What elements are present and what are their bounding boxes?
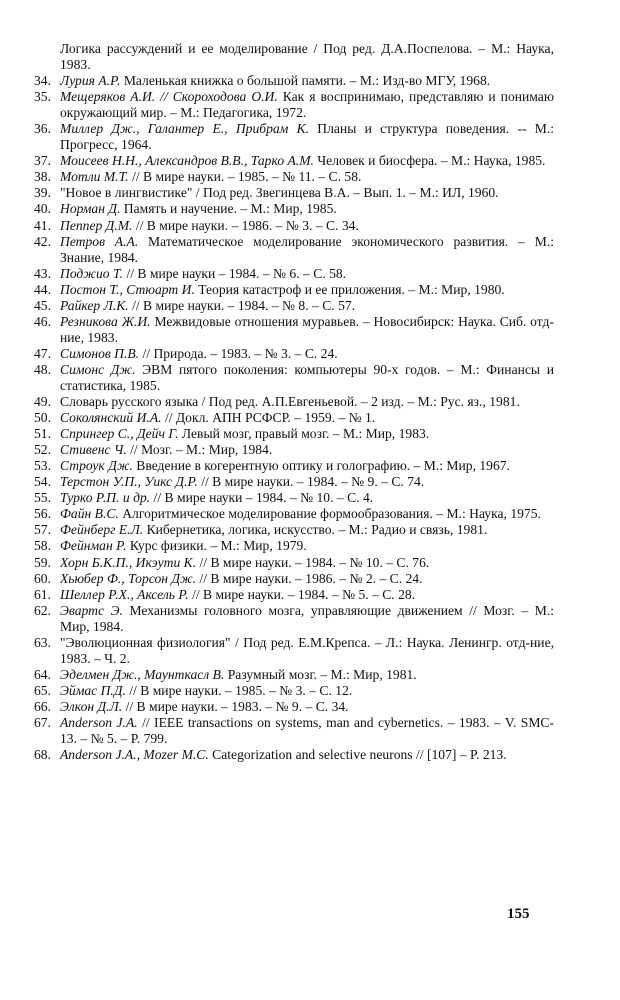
reference-item [34,426,554,442]
reference-item [34,346,554,362]
reference-item [34,699,554,715]
reference-text: // В мире науки. – 1986. – № 2. – С. 24. [196,570,423,586]
reference-item [34,442,554,458]
reference-author: Спрингер С., Дейч Г. [60,426,179,442]
reference-author: Мотли М.Т. [60,169,129,185]
reference-author: Строук Дж. [60,458,133,474]
reference-number: 40. [34,201,51,217]
reference-author: Стивенс Ч. [60,442,127,458]
reference-item [34,603,554,635]
reference-item [34,571,554,587]
reference-number: 67. [34,714,51,730]
reference-text: Математическое моделирование экономического развития. – М.: Знание, 1984. [60,233,554,265]
reference-number: 38. [34,169,51,185]
reference-list [34,41,554,763]
reference-text: // В мире науки. – 1985. – № 3. – С. 12. [125,682,353,698]
reference-text: // В мире науки – 1984. – № 10. – С. 4. [150,490,374,506]
reference-text: Словарь русского языка / Под ред. А.П.Евгеньевой. – 2 изд. – М.: Рус. яз., 1981. [60,394,520,410]
reference-text: Как я воспринимаю, представляю и понимаю окружающий мир. – М.: Педагогика, 1972. [60,89,554,121]
reference-item [34,121,554,153]
reference-item [34,635,554,667]
reference-author: Турко Р.П. и др. [60,490,151,506]
reference-author: Эймас П.Д. [60,682,126,698]
reference-author: Резникова Ж.И. [60,313,151,329]
reference-author: Anderson J.A. [60,714,138,730]
reference-number: 66. [34,698,51,714]
reference-text: // В мире науки. – 1984. – № 9. – С. 74. [197,474,425,490]
reference-author: Шеллер Р.Х., Аксель Р. [60,586,189,602]
reference-text: Теория катастроф и ее приложения. – М.: Мир, 1980. [194,281,505,297]
reference-text: // В мире науки. – 1985. – № 11. – С. 58. [128,169,362,185]
reference-author: Райкер Л.К. [60,297,129,313]
reference-number: 60. [34,570,51,586]
reference-text: Межвидовые отношения муравьев. – Новосибирск: Наука. Сиб. отд-ние, 1983. [60,313,554,345]
reference-text: // IEEE transactions on systems, man and cybernetics. – 1983. – V. SMC-13. – № 5. – P. 799. [60,714,554,747]
reference-item [34,587,554,603]
page-number: 155 [507,906,530,922]
reference-author: Лурия А.Р. [60,73,121,89]
reference-number: 58. [34,538,51,554]
reference-number: 61. [34,586,51,602]
reference-item [34,474,554,490]
reference-number: 45. [34,297,51,313]
reference-item [34,506,554,522]
reference-author: Фейнман Р. [60,538,127,554]
reference-author: Хьюбер Ф., Торсон Дж. [60,570,197,586]
reference-author: Миллер Дж., Галантер Е., Прибрам К. [60,121,310,137]
reference-text: // В мире науки. – 1983. – № 9. – С. 34. [122,698,349,714]
reference-number: 65. [34,682,51,698]
reference-item [34,73,554,89]
reference-text: // Природа. – 1983. – № 3. – С. 24. [139,345,338,361]
reference-text: Логика рассуждений и ее моделирование / Под ред. Д.А.Поспелова. – М.: Наука, 1983. [60,41,554,73]
reference-item [34,522,554,538]
reference-number: 59. [34,554,51,570]
reference-item [34,314,554,346]
reference-item [34,234,554,266]
reference-author: Норман Д. [60,201,121,217]
reference-author: Поджио Т. [60,265,124,281]
reference-text: // Мозг. – М.: Мир, 1984. [126,442,273,458]
reference-item [34,266,554,282]
reference-number: 55. [34,490,51,506]
reference-number: 57. [34,522,51,538]
reference-number: 53. [34,458,51,474]
reference-item [34,490,554,506]
reference-item [34,683,554,699]
reference-number: 35. [34,89,51,105]
reference-author: Фейнберг Е.Л. [60,522,144,538]
reference-author: Эделмен Дж., Маунткасл В. [60,666,225,682]
reference-item [34,667,554,683]
reference-text: // В мире науки. – 1984. – № 5. – С. 28. [188,586,416,602]
reference-number: 39. [34,185,51,201]
reference-text: Механизмы головного мозга, управляющие движением // Мозг. – М.: Мир, 1984. [60,602,554,634]
reference-text: Categorization and selective neurons // [107] – P. 213. [208,747,507,763]
reference-item [34,153,554,169]
reference-item [34,298,554,314]
reference-number: 43. [34,265,51,281]
reference-text: ЭВМ пятого поколения: компьютеры 90-х годов. – М.: Финансы и статистика, 1985. [60,361,554,393]
reference-text: Память и научение. – М.: Мир, 1985. [120,201,337,217]
reference-text: Маленькая книжка о большой памяти. – М.: Изд-во МГУ, 1968. [120,73,491,89]
reference-text: // В мире науки – 1984. – № 6. – С. 58. [123,265,347,281]
reference-text: Курс физики. – М.: Мир, 1979. [126,538,307,554]
reference-number: 51. [34,426,51,442]
reference-number: 36. [34,121,51,137]
reference-number: 47. [34,345,51,361]
reference-number: 48. [34,361,51,377]
reference-author: Элкон Д.Л. [60,698,123,714]
reference-text: // В мире науки. – 1986. – № 3. – С. 34. [132,217,359,233]
reference-number: 54. [34,474,51,490]
reference-item [34,201,554,217]
reference-item [34,394,554,410]
reference-number: 52. [34,442,51,458]
reference-item [34,218,554,234]
reference-author: Эвартс Э. [60,602,123,618]
reference-item [34,538,554,554]
reference-item [34,555,554,571]
reference-item [34,282,554,298]
reference-text: // В мире науки. – 1984. – № 10. – С. 76. [196,554,430,570]
reference-number: 41. [34,217,51,233]
reference-author: Терстон У.П., Уикс Д.Р. [60,474,198,490]
reference-author: Хорн Б.К.П., Икэути К. [60,554,197,570]
reference-item [34,410,554,426]
reference-text: // Докл. АПН РСФСР. – 1959. – № 1. [161,410,376,426]
reference-author: Петров А.А. [60,233,139,249]
reference-author: Симонов П.В. [60,345,140,361]
reference-text: // В мире науки. – 1984. – № 8. – С. 57. [128,297,356,313]
reference-text: "Эволюционная физиология" / Под ред. Е.М.Крепса. – Л.: Наука. Ленингр. отд-ние, 1983. – Ч. 2. [60,634,554,666]
reference-item [34,169,554,185]
reference-number: 46. [34,313,51,329]
reference-text: Человек и биосфера. – М.: Наука, 1985. [313,153,546,169]
reference-author: Пеппер Д.М. [60,217,133,233]
reference-text: Алгоритмическое моделирование формообразования. – М.: Наука, 1975. [118,506,541,522]
reference-author: Соколянский И.А. [60,410,162,426]
reference-number: 44. [34,281,51,297]
reference-author: Файн В.С. [60,506,119,522]
reference-text: "Новое в лингвистике" / Под ред. Звегинцева В.А. – Вып. 1. – М.: ИЛ, 1960. [60,185,499,201]
reference-item [34,715,554,747]
reference-item [34,458,554,474]
reference-text: Кибернетика, логика, искусство. – М.: Радио и связь, 1981. [143,522,488,538]
reference-number: 68. [34,747,51,763]
reference-item [34,89,554,121]
reference-text: Введение в когерентную оптику и голографию. – М.: Мир, 1967. [132,458,510,474]
reference-number: 49. [34,394,51,410]
reference-item [34,185,554,201]
reference-author: Anderson J.A., Mozer M.C. [60,747,209,763]
reference-number: 34. [34,73,51,89]
reference-number: 62. [34,602,51,618]
reference-author: Симонс Дж. [60,361,136,377]
reference-number: 42. [34,233,51,249]
reference-number: 37. [34,153,51,169]
reference-item [34,747,554,763]
reference-continuation [34,41,554,73]
reference-author: Моисеев Н.Н., Александров В.В., Тарко А.М. [60,153,314,169]
reference-author: Мещеряков А.И. // Скороходова О.И. [60,89,278,105]
reference-author: Постон Т., Стюарт И. [60,281,195,297]
reference-text: Разумный мозг. – М.: Мир, 1981. [224,666,417,682]
reference-item [34,362,554,394]
reference-text: Планы и структура поведения. -- М.: Прогресс, 1964. [60,121,555,153]
reference-text: Левый мозг, правый мозг. – М.: Мир, 1983. [178,426,430,442]
reference-number: 64. [34,666,51,682]
reference-number: 56. [34,506,51,522]
reference-number: 63. [34,634,51,650]
reference-number: 50. [34,410,51,426]
